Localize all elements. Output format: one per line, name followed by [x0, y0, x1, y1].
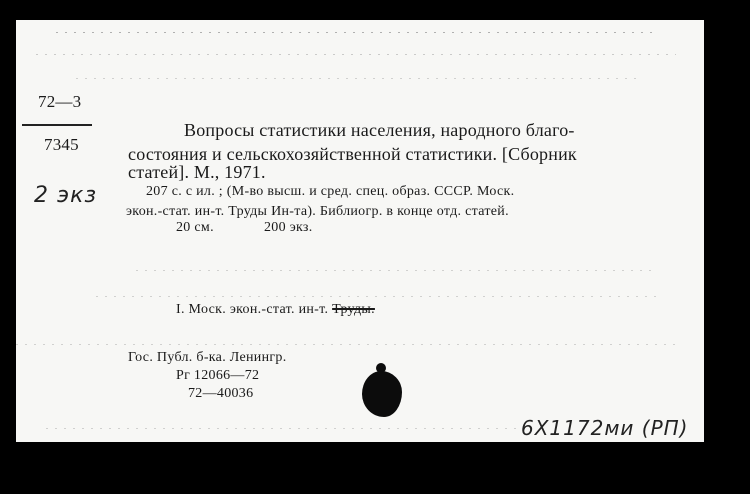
title-line-2: состояния и сельскохозяйственной статистики. [Сборник: [128, 144, 577, 164]
library-line-2: Рг 12066—72: [176, 368, 260, 383]
noise-line: [36, 54, 676, 55]
handwritten-bottom-note: 6X1172ми (РП): [521, 416, 689, 440]
call-number: 72—3: [38, 92, 82, 111]
added-entry-prefix: I. Моск. экон.-стат. ин-т.: [176, 302, 329, 317]
ink-blot: [362, 371, 402, 417]
inventory-number: 7345: [44, 135, 79, 154]
added-entry: [176, 302, 375, 318]
noise-line: [136, 270, 656, 271]
dimensions: 20 см.: [176, 220, 214, 235]
noise-line: [96, 296, 656, 297]
noise-line: [16, 344, 676, 345]
divider: [22, 124, 92, 126]
print-run: 200 экз.: [264, 220, 313, 235]
library-line-3: 72—40036: [188, 386, 254, 401]
noise-line: [46, 428, 526, 429]
handwritten-copies-note: 2 экз: [34, 183, 98, 208]
noise-line: [76, 78, 636, 79]
library-line-1: Гос. Публ. б-ка. Ленингр.: [128, 350, 287, 365]
noise-line: [56, 32, 656, 33]
description-line-2: экон.-стат. ин-т. Труды Ин-та). Библиогр. в конце отд. статей.: [126, 204, 509, 219]
added-entry-struck: Труды.: [332, 302, 375, 317]
title-line-1: Вопросы статистики населения, народного благо-: [184, 120, 575, 140]
title-line-3: статей]. М., 1971.: [128, 162, 266, 182]
catalog-card: [16, 20, 704, 442]
description-line-1: 207 с. с ил. ; (М-во высш. и сред. спец. образ. СССР. Моск.: [146, 184, 515, 199]
